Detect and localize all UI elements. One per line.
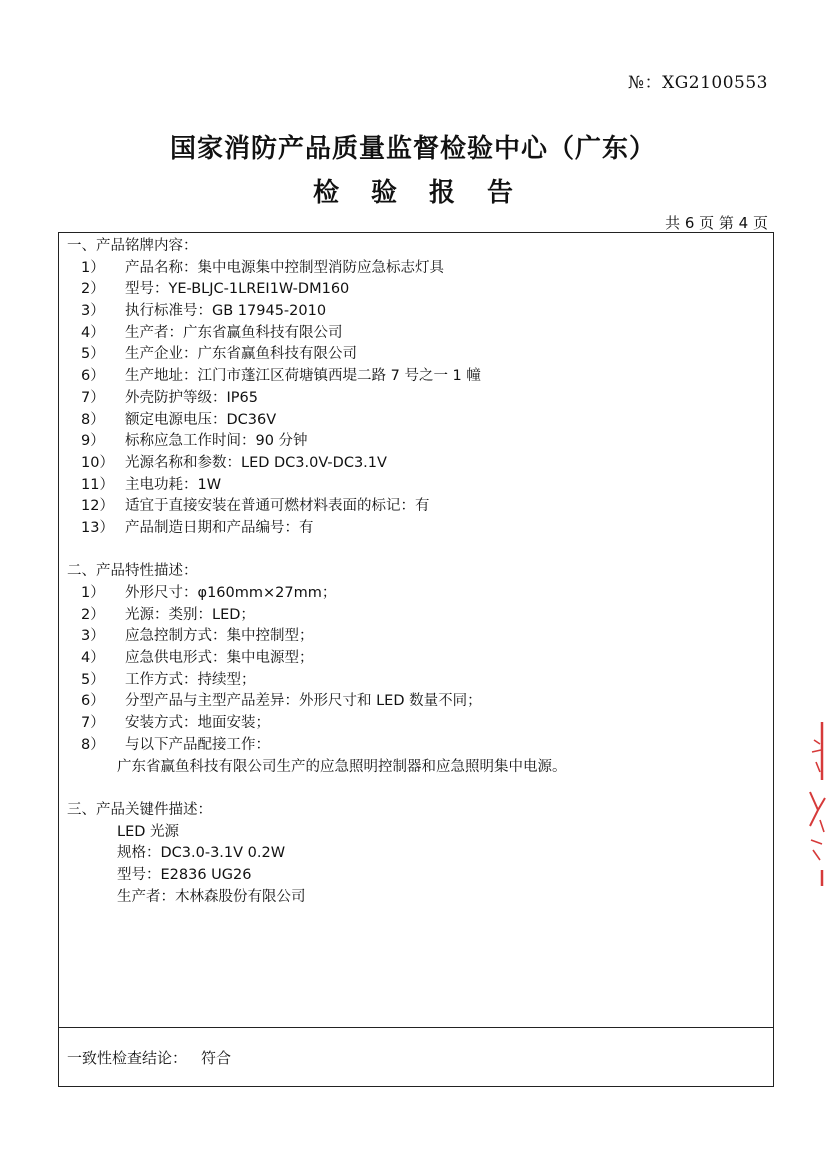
report-body bbox=[67, 236, 765, 908]
list-item: 4） 应急供电形式：集中电源型； bbox=[81, 650, 314, 667]
list-item: 11） 主电功耗：1W bbox=[81, 476, 222, 493]
list-item: 13） 产品制造日期和产品编号：有 bbox=[81, 519, 314, 536]
list-item: 12） 适宜于直接安装在普通可燃材料表面的标记：有 bbox=[81, 498, 430, 515]
report-frame bbox=[58, 232, 774, 1087]
page-info: 共 6 页 第 4 页 bbox=[665, 214, 768, 232]
seal-stamp-fragment bbox=[808, 720, 826, 890]
section-heading: 三、产品关键件描述： bbox=[67, 801, 212, 818]
key-part-line: 规格：DC3.0-3.1V 0.2W bbox=[117, 845, 286, 862]
conclusion-label: 一致性检查结论： bbox=[67, 1049, 188, 1067]
conclusion-row bbox=[67, 1047, 231, 1068]
section-heading: 二、产品特性描述： bbox=[67, 563, 198, 580]
list-item: 6） 分型产品与主型产品差异：外形尺寸和 LED 数量不同； bbox=[81, 693, 482, 710]
key-part-line: 生产者：木林森股份有限公司 bbox=[117, 888, 306, 905]
list-item: 8） 额定电源电压：DC36V bbox=[81, 411, 277, 428]
list-item: 10） 光源名称和参数：LED DC3.0V-DC3.1V bbox=[81, 454, 387, 471]
key-part-line: 型号：E2836 UG26 bbox=[117, 866, 252, 883]
list-item: 3） 执行标准号：GB 17945-2010 bbox=[81, 303, 327, 320]
list-item: 9） 标称应急工作时间：90 分钟 bbox=[81, 433, 308, 450]
list-item: 6） 生产地址：江门市蓬江区荷塘镇西堤二路 7 号之一 1 幢 bbox=[81, 368, 481, 385]
list-item: 2） 光源：类别：LED； bbox=[81, 606, 255, 623]
key-part-line: LED 光源 bbox=[117, 823, 180, 840]
document-title: 检验报告 bbox=[312, 178, 545, 208]
list-item: 5） 生产企业：广东省赢鱼科技有限公司 bbox=[81, 346, 357, 363]
list-item: 7） 外壳防护等级：IP65 bbox=[81, 389, 258, 406]
list-item-continuation: 广东省赢鱼科技有限公司生产的应急照明控制器和应急照明集中电源。 bbox=[117, 758, 567, 775]
section-heading: 一、产品铭牌内容： bbox=[67, 238, 198, 254]
list-item: 5） 工作方式：持续型； bbox=[81, 671, 256, 688]
organization-title: 国家消防产品质量监督检验中心（广东） bbox=[169, 134, 656, 164]
list-item: 2） 型号：YE-BLJC-1LREⅠ1W-DM160 bbox=[81, 281, 350, 298]
conclusion-divider bbox=[59, 1027, 773, 1028]
list-item: 7） 安装方式：地面安装； bbox=[81, 715, 270, 732]
list-item: 1） 外形尺寸：φ160mm×27mm； bbox=[81, 585, 337, 601]
report-number: №：XG2100553 bbox=[628, 73, 768, 93]
list-item: 8） 与以下产品配接工作： bbox=[81, 736, 270, 753]
conclusion-value: 符合 bbox=[201, 1049, 232, 1067]
list-item: 1） 产品名称：集中电源集中控制型消防应急标志灯具 bbox=[81, 259, 444, 276]
list-item: 3） 应急控制方式：集中控制型； bbox=[81, 628, 314, 645]
list-item: 4） 生产者：广东省赢鱼科技有限公司 bbox=[81, 324, 343, 341]
